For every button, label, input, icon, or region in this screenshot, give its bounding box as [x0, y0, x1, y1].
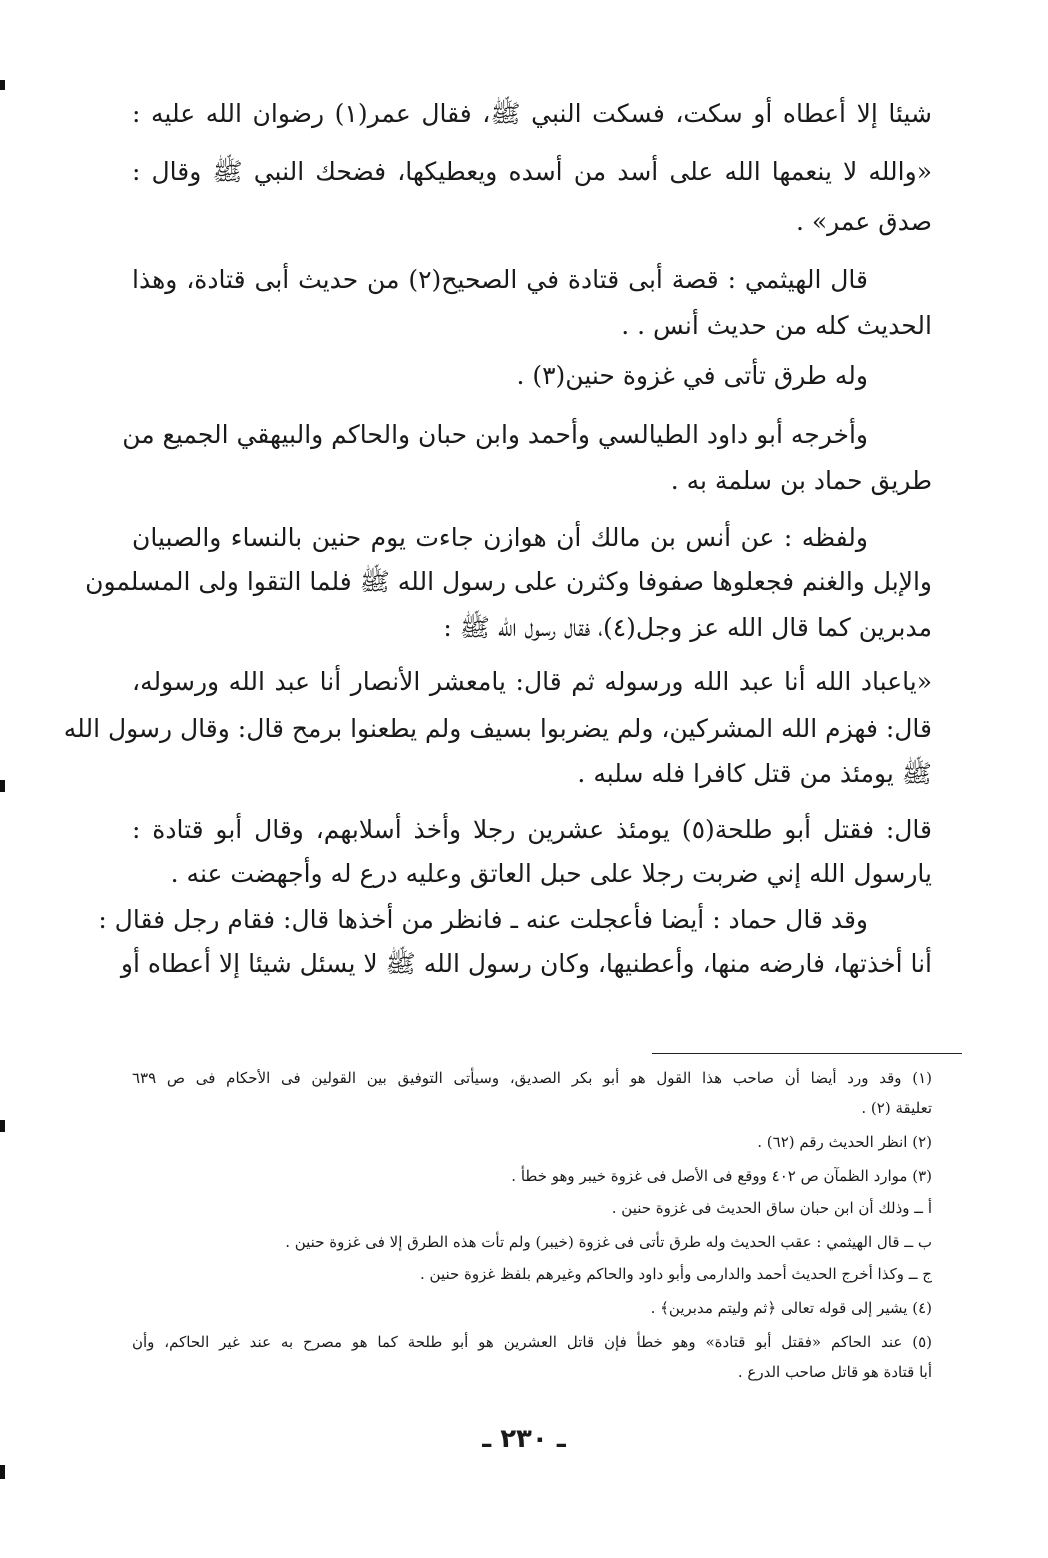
- text-line: يارسول الله إني ضربت رجلا على حبل العاتق وعليه درع له وأجهضت عنه .: [170, 859, 932, 888]
- text-line: الحديث كله من حديث أنس . .: [621, 311, 932, 340]
- text-line: قال: فهزم الله المشركين، ولم يضربوا بسيف ولم يطعنوا برمح قال: وقال رسول الله: [63, 714, 932, 743]
- page-number: ـ ٢٣٠ ـ: [482, 1424, 566, 1454]
- text-line: أنا أخذتها، فارضه منها، وأعطنيها، وكان رسول الله ﷺ لا يسئل شيئا إلا أعطاه أو: [120, 949, 932, 978]
- footnote-line: (١) وقد ورد أيضا أن صاحب هذا القول هو أبو بكر الصديق، وسيأتى التوفيق بين القولين فى الأحكام فى ص ٦٣٩: [132, 1069, 932, 1087]
- footnote-line: ب ــ قال الهيثمي : عقب الحديث وله طرق تأتى فى غزوة (خيبر) ولم تأت هذه الطرق إلا فى غزوة حنين .: [285, 1233, 932, 1251]
- footnote-line: أ ــ وذلك أن ابن حبان ساق الحديث فى غزوة حنين .: [611, 1199, 932, 1217]
- footnote-line: (٢) انظر الحديث رقم (٦٢) .: [757, 1133, 932, 1151]
- scan-edge-mark: [0, 780, 5, 792]
- text-line: طريق حماد بن سلمة به .: [670, 466, 932, 495]
- text-line: قال الهيثمي : قصة أبى قتادة في الصحيح(٢) من حديث أبى قتادة، وهذا: [132, 265, 868, 294]
- footnote-line: تعليقة (٢) .: [861, 1099, 932, 1117]
- text-line: صدق عمر» .: [795, 207, 932, 236]
- text-line: ولفظه : عن أنس بن مالك أن هوازن جاءت يوم حنين بالنساء والصبيان: [132, 523, 868, 552]
- footnote-line: أبا قتادة هو قاتل صاحب الدرع .: [737, 1363, 932, 1381]
- text-line: وقد قال حماد : أيضا فأعجلت عنه ـ فانظر من أخذها قال: فقام رجل فقال :: [98, 905, 868, 934]
- footnote-line: ج ــ وكذا أخرج الحديث أحمد والدارمى وأبو داود والحاكم وغيرهم بلفظ غزوة حنين .: [420, 1265, 932, 1283]
- text-line: وله طرق تأتى في غزوة حنين(٣) .: [516, 361, 868, 390]
- scan-edge-mark: [0, 80, 5, 90]
- text-line: «والله لا ينعمها الله على أسد من أسده ويعطيكها، فضحك النبي ﷺ وقال :: [132, 157, 932, 186]
- footnote-separator: [652, 1053, 962, 1054]
- text-line: «ياعباد الله أنا عبد الله ورسوله ثم قال: يامعشر الأنصار أنا عبد الله ورسوله،: [132, 667, 932, 696]
- text-line: والإبل والغنم فجعلوها صفوفا وكثرن على رسول الله ﷺ فلما التقوا ولى المسلمون: [85, 567, 932, 596]
- footnote-line: (٣) موارد الظمآن ص ٤٠٢ ووقع فى الأصل فى غزوة خيبر وهو خطأ .: [511, 1167, 932, 1185]
- footnote-line: (٤) يشير إلى قوله تعالى ﴿ثم وليتم مدبرين﴾ .: [650, 1299, 932, 1317]
- scan-edge-mark: [0, 1120, 5, 1132]
- text-line: قال: فقتل أبو طلحة(٥) يومئذ عشرين رجلا وأخذ أسلابهم، وقال أبو قتادة :: [132, 815, 932, 844]
- text-line: شيئا إلا أعطاه أو سكت، فسكت النبي ﷺ، فقال عمر(١) رضوان الله عليه :: [132, 99, 932, 128]
- scan-edge-mark: [0, 1465, 5, 1479]
- text-line: مدبرين كما قال الله عز وجل(٤)، فقال رسول الله ﷺ :: [443, 613, 932, 642]
- text-line: ﷺ يومئذ من قتل كافرا فله سلبه .: [577, 759, 932, 788]
- footnote-line: (٥) عند الحاكم «فقتل أبو قتادة» وهو خطأ فإن قاتل العشرين هو أبو طلحة كما هو مصرح به عند غير الحاكم، وأن: [132, 1333, 932, 1351]
- text-line: وأخرجه أبو داود الطيالسي وأحمد وابن حبان والحاكم والبيهقي الجميع من: [122, 420, 868, 449]
